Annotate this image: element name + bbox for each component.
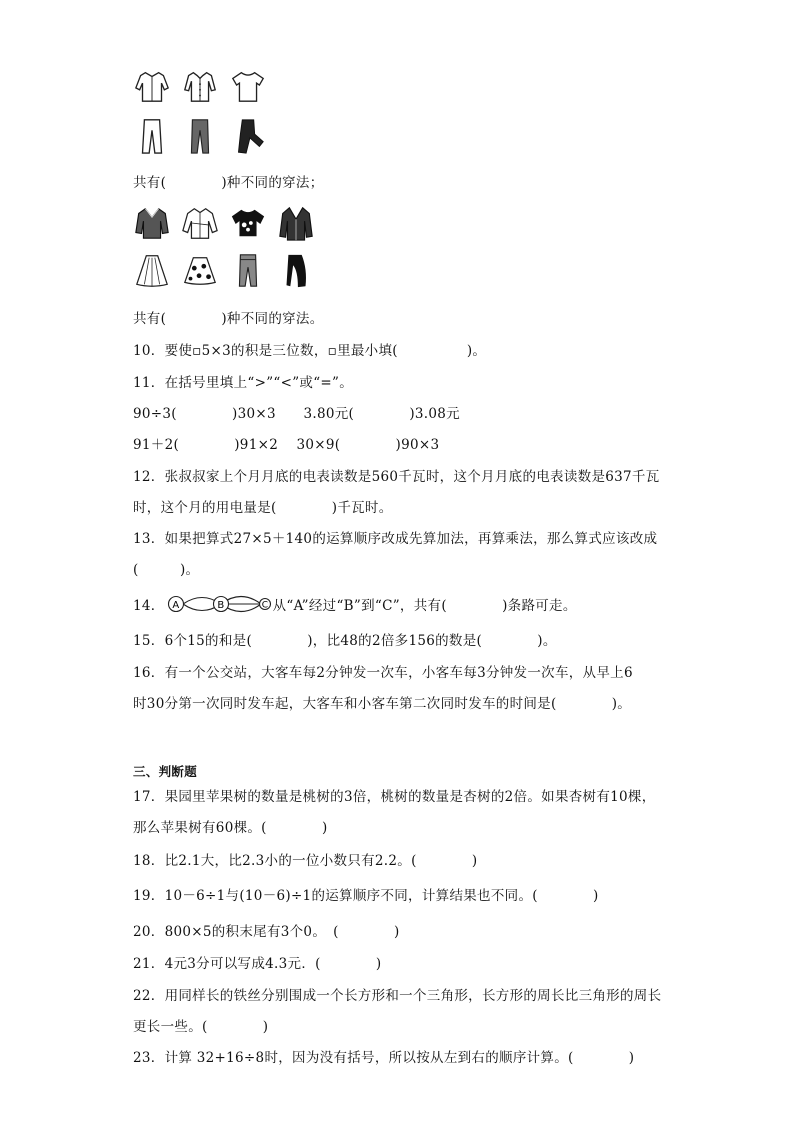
question-12-line-1: 12．张叔叔家上个月月底的电表读数是560千瓦时，这个月月底的电表读数是637千瓦 xyxy=(133,469,660,485)
node-b-label: B xyxy=(217,600,225,611)
question-17-line-1: 17．果园里苹果树的数量是桃树的3倍，桃树的数量是杏树的2倍。如果杏树有10棵， xyxy=(133,789,656,805)
question-18: 18．比2.1大，比2.3小的一位小数只有2.2。( ) xyxy=(133,853,478,869)
question-16-line-1: 16．有一个公交站，大客车每2分钟发一次车，小客车每3分钟发一次车，从早上6 xyxy=(133,665,633,681)
question-13-line-2: ( )。 xyxy=(133,562,200,578)
question-13-line-1: 13．如果把算式27×5＋140的运算顺序改成先算加法，再算乘法，那么算式应该改成 xyxy=(133,531,658,547)
question-14 xyxy=(133,592,577,616)
question-17-line-2: 那么苹果树有60棵。( ) xyxy=(133,820,328,836)
question-22-line-1: 22．用同样长的铁丝分别围成一个长方形和一个三角形，长方形的周长比三角形的周长 xyxy=(133,988,662,1004)
route-diagram xyxy=(167,592,271,616)
clothes-row-bottoms-1 xyxy=(133,116,267,156)
question-22-line-2: 更长一些。( ) xyxy=(133,1019,269,1035)
question-10: 10．要使▫5×3的积是三位数，▫里最小填( )。 xyxy=(133,343,487,359)
pants-icon xyxy=(229,116,267,156)
question-11: 11．在括号里填上“>”“<”或“=”。 xyxy=(133,375,354,391)
question-20: 20．800×5的积末尾有3个0。 ( ) xyxy=(133,924,400,940)
question-14-text: 从“A”经过“B”到“C”，共有( )条路可走。 xyxy=(272,598,577,614)
pants-icon xyxy=(181,116,219,156)
shirt-icon xyxy=(181,66,219,106)
question-23: 23．计算 32+16÷8时，因为没有括号，所以按从左到右的顺序计算。( ) xyxy=(133,1050,635,1066)
jacket-icon xyxy=(133,203,171,243)
pants-icon xyxy=(133,116,171,156)
question-21: 21．4元3分可以写成4.3元．( ) xyxy=(133,956,382,972)
answer-line-1: 共有( )种不同的穿法； xyxy=(133,175,324,191)
shirt-icon xyxy=(181,203,219,243)
question-14-number: 14． xyxy=(133,598,165,614)
section-heading: 三、判断题 xyxy=(133,764,198,779)
question-15: 15．6个15的和是( )，比48的2倍多156的数是( )。 xyxy=(133,633,557,649)
question-11-row-2: 91＋2( )91×2 30×9( )90×3 xyxy=(133,437,440,453)
shorts-icon xyxy=(229,251,267,291)
coat-icon xyxy=(277,203,315,243)
answer-line-2: 共有( )种不同的穿法。 xyxy=(133,311,324,327)
node-a-label: A xyxy=(172,600,180,611)
clothes-row-bottoms-2 xyxy=(133,251,315,291)
shirt-icon xyxy=(133,66,171,106)
question-16-line-2: 时30分第一次同时发车起，大客车和小客车第二次同时发车的时间是( )。 xyxy=(133,696,632,712)
tshirt-icon xyxy=(229,66,267,106)
question-12-line-2: 时，这个月的用电量是( )千瓦时。 xyxy=(133,500,393,516)
node-c-label: C xyxy=(261,600,268,611)
sweater-icon xyxy=(229,203,267,243)
question-19: 19．10－6÷1与(10－6)÷1的运算顺序不同，计算结果也不同。( ) xyxy=(133,888,599,904)
clothes-row-tops-1 xyxy=(133,66,267,106)
clothes-row-tops-2 xyxy=(133,203,315,243)
skirt-icon xyxy=(181,251,219,291)
skirt-icon xyxy=(133,251,171,291)
pants-icon xyxy=(277,251,315,291)
question-11-row-1: 90÷3( )30×3 3.80元( )3.08元 xyxy=(133,406,460,422)
